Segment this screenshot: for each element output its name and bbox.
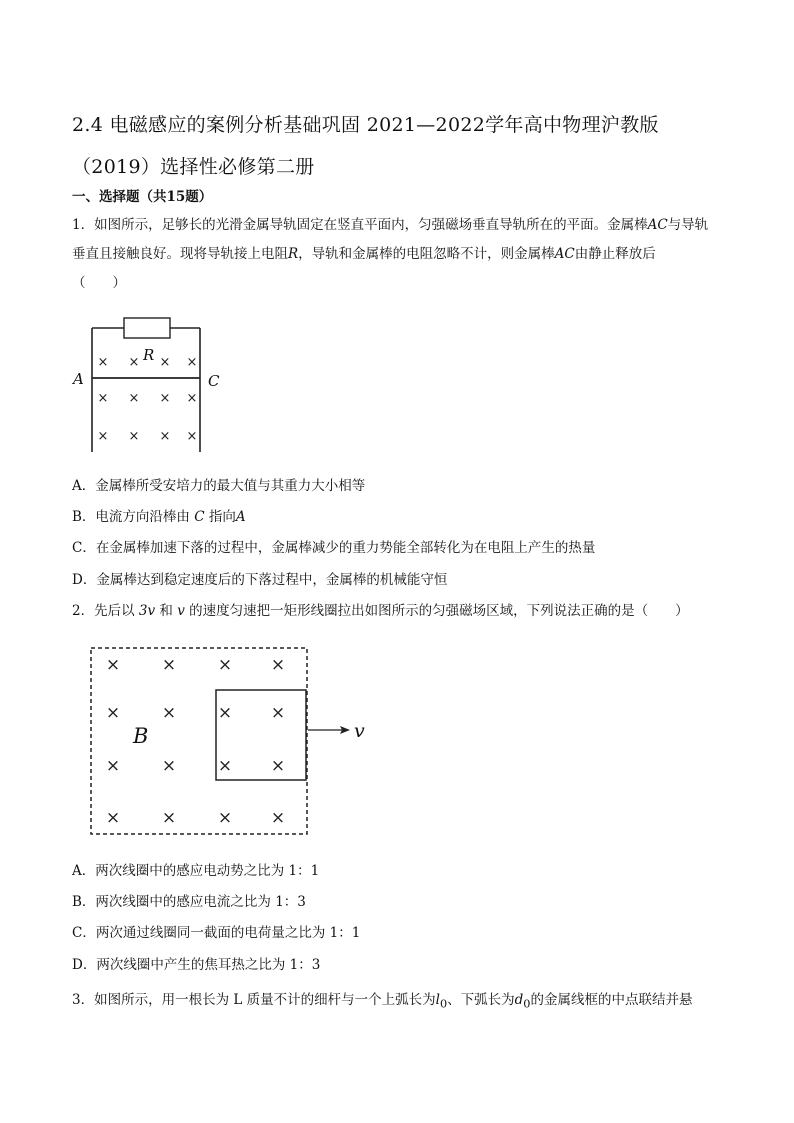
q2-option-c: C．两次通过线圈同一截面的电荷量之比为 1：1	[72, 925, 361, 941]
q1-option-c: C．在金属棒加速下落的过程中，金属棒减少的重力势能全部转化为在电阻上产生的热量	[72, 540, 596, 556]
title-line-2: （2019）选择性必修第二册	[72, 156, 315, 178]
q2-cross: ×	[270, 808, 286, 828]
q1-label-a: A	[73, 370, 84, 388]
q2-cross: ×	[217, 655, 233, 675]
q1-cross: ×	[159, 391, 171, 406]
q2-cross: ×	[270, 756, 286, 776]
q1-cross: ×	[159, 429, 171, 444]
q1-text-2: 与导轨垂直且接触良好。现将导轨接上电阻	[72, 217, 709, 262]
section-heading: 一、选择题（共15题）	[72, 189, 213, 205]
q2-option-b: B．两次线圈中的感应电流之比为 1：3	[72, 894, 306, 910]
question-3-stem: 3．如图所示，用一根长为 L 质量不计的细杆与一个上弧长为$l_0$、下弧长为$d_0$的金属线框的中点联结并悬	[72, 992, 693, 1011]
q1-r: R	[288, 246, 299, 262]
q2-option-a: A．两次线圈中的感应电动势之比为 1：1	[72, 863, 320, 879]
q1-cross: ×	[186, 391, 198, 406]
q2-cross: ×	[217, 756, 233, 776]
q1-cross: ×	[159, 355, 171, 370]
q1-cross: ×	[128, 429, 140, 444]
q2-cross: ×	[217, 703, 233, 723]
q2-cross: ×	[270, 655, 286, 675]
q1-cross: ×	[97, 429, 109, 444]
q2-cross: ×	[105, 703, 121, 723]
question-2-stem: 2．先后以 3v 和 v 的速度匀速把一矩形线圈拉出如图所示的匀强磁场区域，下列说法正确的是（ ）	[72, 603, 689, 619]
q1-ac-1: AC	[647, 217, 668, 233]
q2-figure	[84, 642, 384, 842]
q1-option-d: D．金属棒达到稳定速度后的下落过程中，金属棒的机械能守恒	[72, 572, 448, 588]
title-line-1: 2.4 电磁感应的案例分析基础巩固 2021—2022学年高中物理沪教版	[72, 114, 659, 136]
q1-text-4: 由静止释放后	[574, 246, 656, 262]
q2-label-b: B	[133, 724, 149, 748]
q2-cross: ×	[161, 756, 177, 776]
q1-cross: ×	[97, 355, 109, 370]
q1-label-r: R	[143, 346, 155, 364]
q1-option-a: A．金属棒所受安培力的最大值与其重力大小相等	[72, 478, 366, 494]
q2-label-v: v	[354, 720, 365, 742]
q2-cross: ×	[105, 808, 121, 828]
q2-option-d: D．两次线圈中产生的焦耳热之比为 1：3	[72, 957, 321, 973]
q2-cross: ×	[161, 808, 177, 828]
question-1-stem	[72, 211, 720, 298]
q2-cross: ×	[161, 703, 177, 723]
q2-cross: ×	[105, 756, 121, 776]
q2-cross: ×	[161, 655, 177, 675]
q1-cross: ×	[97, 391, 109, 406]
q1-cross: ×	[186, 355, 198, 370]
q1-cross: ×	[186, 429, 198, 444]
q2-cross: ×	[217, 808, 233, 828]
page-title	[72, 104, 732, 188]
q2-cross: ×	[270, 703, 286, 723]
q1-label-c: C	[208, 372, 220, 390]
q1-figure	[70, 314, 230, 454]
q1-answer-blank: （ ）	[72, 275, 126, 291]
q1-option-b: B．电流方向沿棒由 C 指向A	[72, 509, 246, 525]
q1-cross: ×	[128, 355, 140, 370]
q2-cross: ×	[105, 655, 121, 675]
q1-text-3: ，导轨和金属棒的电阻忽略不计，则金属棒	[298, 246, 555, 262]
q1-cross: ×	[128, 391, 140, 406]
q1-ac-2: AC	[554, 246, 575, 262]
q1-text-1: 1．如图所示，足够长的光滑金属导轨固定在竖直平面内，匀强磁场垂直导轨所在的平面。金属棒	[72, 217, 648, 233]
